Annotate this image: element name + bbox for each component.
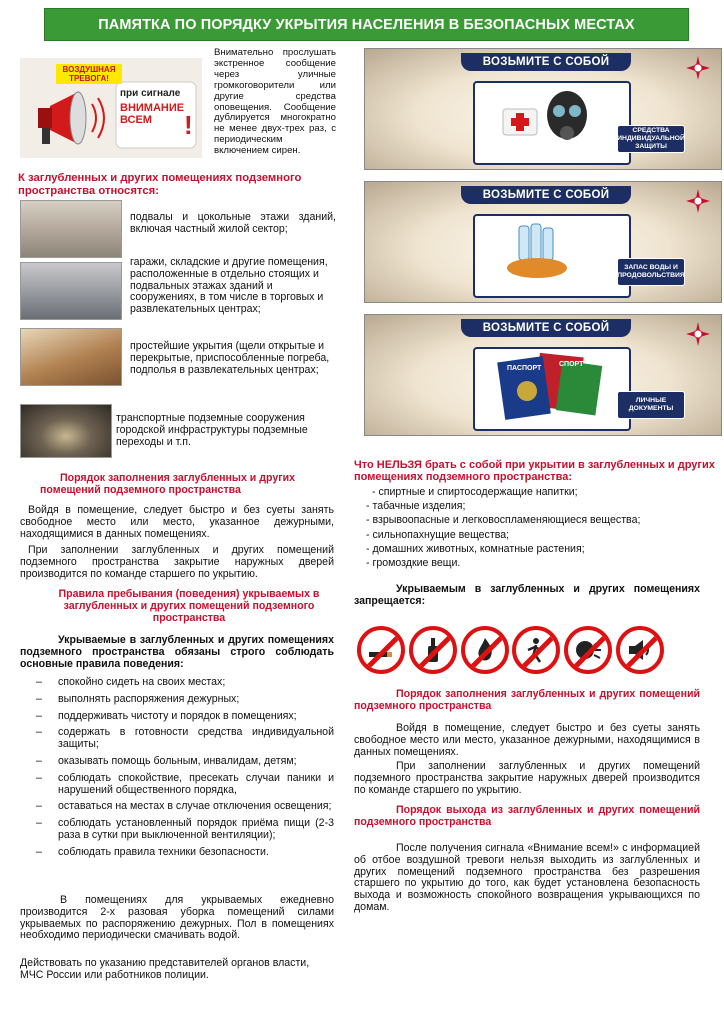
panel-title: ВОЗЬМИТЕ С СОБОЙ (461, 53, 631, 71)
panel-label: ЛИЧНЫЕ ДОКУМЕНТЫ (617, 391, 685, 419)
take-panel-supplies (364, 181, 722, 303)
shelter-item-basement: подвалы и цокольные этажи зданий, включая частный жилой сектор; (130, 211, 336, 235)
alert-banner: ВОЗДУШНАЯ ТРЕВОГА! (56, 64, 122, 84)
take-panel-protection (364, 48, 722, 170)
exit-heading: Порядок выхода из заглубленных и других помещений подземного пространства (354, 804, 700, 828)
filling-right-p1: Войдя в помещение, следует быстро и без суеты занять свободное место или место, указанное дежурными, находящимися в данных помещениях. (354, 722, 700, 758)
forbidden-list (366, 487, 716, 570)
protection-card (473, 81, 631, 165)
tunnel-photo (20, 404, 112, 458)
list-item: - взрывоопасные и легковоспламеняющиеся вещества; (366, 514, 641, 527)
shelter-item-tunnel: транспортные подземные сооружения городской инфраструктуры подземные переходы и т.п. (116, 412, 308, 448)
panel-title: ВОЗЬМИТЕ С СОБОЙ (461, 186, 631, 204)
list-item: – оказывать помощь больным, инвалидам, детям; (34, 756, 334, 768)
passport-text: ПАСПОРТ (507, 365, 542, 372)
alert-image (20, 58, 202, 158)
filling-left-heading: Порядок заполнения заглубленных и других помещений подземного пространства (40, 472, 296, 496)
filling-left-p2: При заполнении заглубленных и других помещений подземного пространства закрытие наружных дверей производится по команде старшего по укрытию. (20, 544, 334, 580)
shelters-heading: К заглубленных и других помещениях подземного пространства относятся: (18, 172, 302, 197)
no-shouting-icon (564, 626, 612, 674)
list-item: – соблюдать правила техники безопасности. (34, 847, 334, 859)
list-item: – содержать в готовности средства индивидуальной защиты; (34, 727, 334, 751)
water-bread-icon (475, 216, 625, 292)
list-item: – поддерживать чистоту и порядок в помещениях; (34, 711, 334, 723)
documents-card (473, 347, 631, 431)
take-panel-documents (364, 314, 722, 436)
forbidden-heading: Что НЕЛЬЗЯ брать с собой при укрытии в заглубленных и других помещениях подземного пространства: (354, 459, 715, 484)
shelter-item-garage: гаражи, складские и другие помещения, расположенные в отдельно стоящих и подвальных этажах зданий и сооружениях, в том числе в торговых и развлекательных центрах; (130, 256, 328, 316)
alert-text: Внимательно прослушать экстренное сообщение через уличные громкоговорители или другие средства оповещения. Сообщение дублируется многократно не менее двух-трех раз, с периодическим включением сирен. (214, 47, 336, 157)
supplies-card (473, 214, 631, 298)
page-header (44, 8, 689, 41)
cleaning-text: В помещениях для укрываемых ежедневно производится 2-х разовая уборка помещений силами укрываемых по распоряжению дежурных. Пол в помещениях необходимо периодически смачивать водой. (20, 894, 334, 942)
prohibited-heading: Укрываемым в заглубленных и других помещениях запрещается: (354, 583, 700, 607)
garage-photo (20, 262, 122, 320)
rules-intro: Укрываемые в заглубленных и других помещениях подземного пространства обязаны строго соблюдать основные правила поведения: (20, 634, 334, 670)
dismissal-text: Действовать по указанию представителей органов власти, МЧС России или работников полиции. (20, 957, 310, 981)
list-item: – выполнять распоряжения дежурных; (34, 694, 334, 706)
filling-right-heading: Порядок заполнения заглубленных и других помещений подземного пространства (354, 688, 700, 712)
list-item: - домашних животных, комнатные растения; (366, 542, 585, 555)
basement-photo (20, 200, 122, 258)
emblem-icon (685, 188, 711, 214)
no-alcohol-icon (409, 626, 457, 674)
list-item: – соблюдать установленный порядок приёма пищи (2-3 раза в сутки при выключенной вентиляции); (34, 818, 334, 842)
list-item: - табачные изделия; (366, 500, 466, 513)
panel-label: СРЕДСТВА ИНДИВИДУАЛЬНОЙ ЗАЩИТЫ (617, 125, 685, 153)
exit-text: После получения сигнала «Внимание всем!» с информацией об отбое воздушной тревоги нельзя выходить из заглубленных и других помещений подземного пространства без разрешения старшего по укрытию до того, как будет установлена безопасность выхода и возможность спокойного возвращения укрывающихся по домам. (354, 842, 700, 913)
passport-text-2: СПОРТ (559, 361, 584, 368)
panel-label: ЗАПАС ВОДЫ И ПРОДОВОЛЬСТВИЯ (617, 258, 685, 286)
no-smoking-icon (357, 626, 405, 674)
page-title: ПАМЯТКА ПО ПОРЯДКУ УКРЫТИЯ НАСЕЛЕНИЯ В БЕЗОПАСНЫХ МЕСТАХ (98, 16, 635, 33)
list-item: - сильнопахнущие вещества; (366, 528, 510, 541)
shelter-item-cellar: простейшие укрытия (щели открытые и перекрытые, приспособленные погреба, подполья в развлекательных центрах; (130, 340, 330, 376)
list-item: – спокойно сидеть на своих местах; (34, 677, 334, 689)
rules-list (34, 677, 334, 859)
no-noise-icon (616, 626, 664, 674)
list-item: - громоздкие вещи. (366, 556, 461, 569)
passport-icon (475, 349, 625, 425)
emblem-icon (685, 321, 711, 347)
filling-left-p1: Войдя в помещение, следует быстро и без суеты занять свободное место или место, указанное дежурными, находящимися в данных помещениях. (20, 504, 334, 540)
alert-signal-label: при сигнале (120, 88, 181, 99)
no-walking-icon (512, 626, 560, 674)
list-item: - спиртные и спиртосодержащие напитки; (372, 486, 578, 498)
alert-attention-label: ВНИМАНИЕ ВСЕМ (120, 102, 185, 126)
panel-title: ВОЗЬМИТЕ С СОБОЙ (461, 319, 631, 337)
cellar-photo (20, 328, 122, 386)
svg-text:!: ! (184, 110, 193, 140)
no-fire-icon (461, 626, 509, 674)
filling-right-p2: При заполнении заглубленных и других помещений подземного пространства закрытие наружных дверей производится по команде старшего по укрытию. (354, 760, 700, 796)
gas-mask-icon (475, 83, 625, 159)
emblem-icon (685, 55, 711, 81)
list-item: – соблюдать спокойствие, пресекать случаи паники и нарушений общественного порядка, (34, 773, 334, 797)
rules-heading: Правила пребывания (поведения) укрываемых в заглубленных и других помещений подземного пространства (58, 588, 320, 624)
list-item: – оставаться на местах в случае отключения освещения; (34, 801, 334, 813)
